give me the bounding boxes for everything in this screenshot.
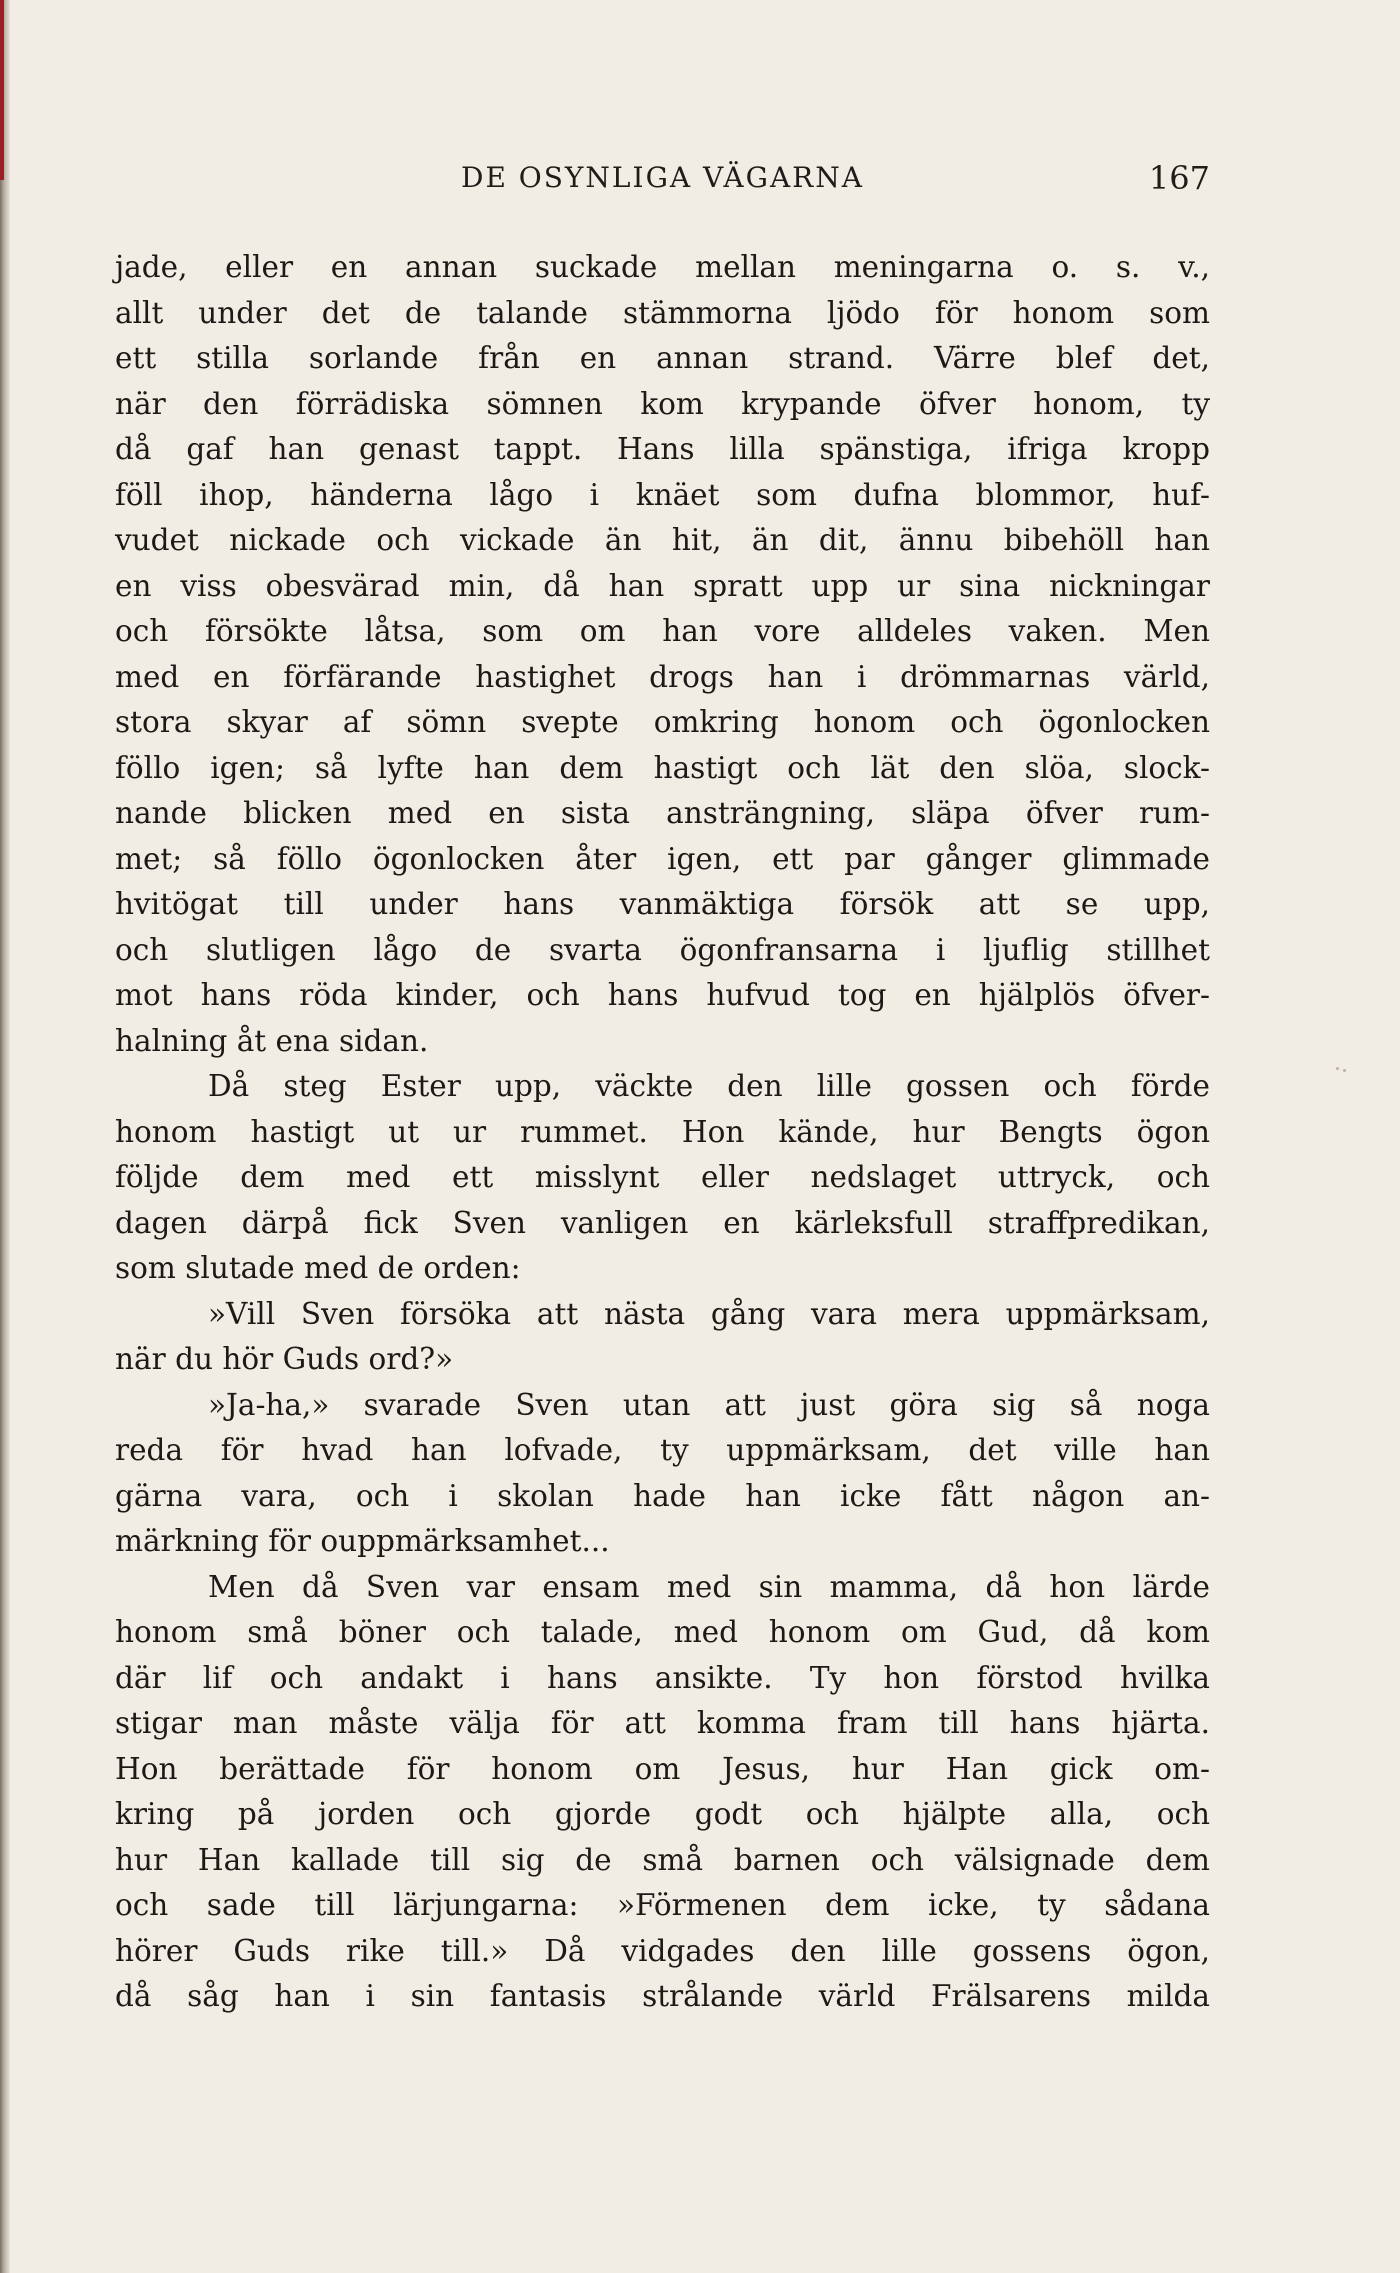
text-line: reda för hvad han lofvade, ty uppmärksam, det ville han	[115, 1433, 1210, 1467]
text-line: Men då Sven var ensam med sin mamma, då hon lärde	[208, 1569, 1210, 1604]
running-title: DE OSYNLIGA VÄGARNA	[461, 161, 864, 194]
text-line: gärna vara, och i skolan hade han icke fått någon an-	[115, 1478, 1210, 1513]
text-line: då gaf han genast tappt. Hans lilla spänstiga, ifriga kropp	[115, 432, 1210, 466]
paper-speck	[1336, 1067, 1339, 1070]
text-line: honom hastigt ut ur rummet. Hon kände, hur Bengts ögon	[115, 1114, 1210, 1149]
text-line: »Vill Sven försöka att nästa gång vara mera uppmärksam,	[208, 1296, 1210, 1331]
text-line: dagen därpå fick Sven vanligen en kärleksfull straffpredikan,	[115, 1205, 1210, 1240]
text-line: jade, eller en annan suckade mellan meningarna o. s. v.,	[115, 250, 1210, 284]
text-line: och sade till lärjungarna: »Förmenen dem icke, ty sådana	[115, 1888, 1210, 1922]
text-line: nande blicken med en sista ansträngning, släpa öfver rum-	[115, 796, 1210, 830]
text-line: hvitögat till under hans vanmäktiga försök att se upp,	[115, 887, 1210, 921]
text-line: en viss obesvärad min, då han spratt upp ur sina nickningar	[115, 568, 1210, 603]
text-line: ett stilla sorlande från en annan strand. Värre blef det,	[115, 341, 1210, 375]
text-line: hörer Guds rike till.» Då vidgades den lille gossens ögon,	[115, 1933, 1210, 1968]
text-line: märkning för ouppmärksamhet...	[115, 1524, 610, 1558]
text-line: kring på jorden och gjorde godt och hjälpte alla, och	[115, 1797, 1210, 1831]
paper-speck	[1343, 1069, 1346, 1072]
text-line: vudet nickade och vickade än hit, än dit, ännu bibehöll han	[115, 523, 1210, 557]
text-line: föll ihop, händerna lågo i knäet som dufna blommor, huf-	[115, 477, 1210, 512]
text-line: honom små böner och talade, med honom om Gud, då kom	[115, 1615, 1210, 1649]
page-number: 167	[1148, 159, 1210, 197]
text-line: Hon berättade för honom om Jesus, hur Han gick om-	[115, 1751, 1210, 1786]
text-line: då såg han i sin fantasis strålande värld Frälsarens milda	[115, 1979, 1210, 2013]
text-line: och försökte låtsa, som om han vore alldeles vaken. Men	[115, 614, 1210, 648]
binding-ribbon	[0, 0, 4, 180]
text-line: mot hans röda kinder, och hans hufvud tog en hjälplös öfver-	[115, 978, 1210, 1012]
text-line: allt under det de talande stämmorna ljödo för honom som	[115, 295, 1210, 330]
text-line: som slutade med de orden:	[115, 1251, 521, 1285]
text-line: när den förrädiska sömnen kom krypande öfver honom, ty	[115, 386, 1210, 421]
text-line: stora skyar af sömn svepte omkring honom och ögonlocken	[115, 705, 1210, 739]
text-line: med en förfärande hastighet drogs han i drömmarnas värld,	[115, 659, 1210, 694]
text-line: och slutligen lågo de svarta ögonfransarna i ljuflig stillhet	[115, 932, 1210, 967]
text-line: stigar man måste välja för att komma fram till hans hjärta.	[115, 1706, 1210, 1740]
text-line: hur Han kallade till sig de små barnen och välsignade dem	[115, 1842, 1210, 1877]
text-line: när du hör Guds ord?»	[115, 1342, 454, 1376]
text-line: där lif och andakt i hans ansikte. Ty hon förstod hvilka	[115, 1660, 1210, 1695]
text-line: följde dem med ett misslynt eller nedslaget uttryck, och	[115, 1160, 1210, 1194]
text-line: met; så föllo ögonlocken åter igen, ett par gånger glimmade	[115, 841, 1210, 876]
text-line: »Ja-ha,» svarade Sven utan att just göra sig så noga	[208, 1387, 1210, 1422]
page-spine-edge	[0, 0, 10, 2273]
text-line: halning åt ena sidan.	[115, 1023, 429, 1058]
page-header	[115, 156, 1210, 200]
text-line: Då steg Ester upp, väckte den lille gossen och förde	[208, 1069, 1210, 1103]
body-text	[115, 245, 1210, 2020]
text-line: föllo igen; så lyfte han dem hastigt och lät den slöa, slock-	[115, 750, 1210, 785]
